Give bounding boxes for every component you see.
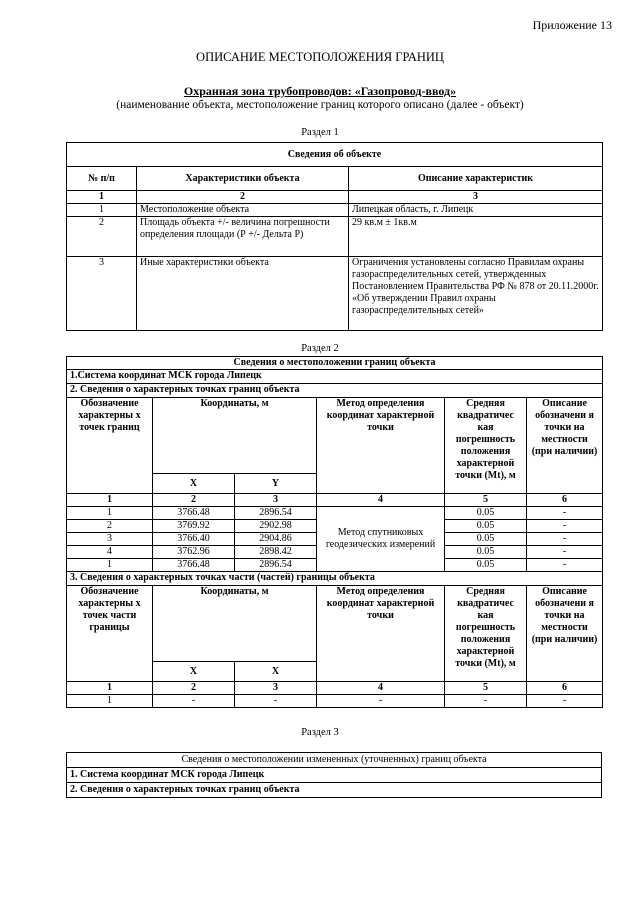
- point-number: 4: [67, 546, 153, 559]
- row-description: 29 кв.м ± 1кв.м: [349, 217, 603, 257]
- appendix-label: Приложение 13: [532, 18, 612, 32]
- point-method: -: [317, 695, 445, 708]
- col-header-coordinates: Координаты, м: [153, 398, 317, 474]
- col-header-number: № п/п: [67, 167, 137, 191]
- col-number: 4: [317, 682, 445, 695]
- col-number: 6: [527, 682, 603, 695]
- point-description: -: [527, 546, 603, 559]
- point-error: 0.05: [445, 520, 527, 533]
- boundary-coordinates-table: [66, 356, 603, 708]
- col-number: 1: [67, 682, 153, 695]
- point-x: 3766.40: [153, 533, 235, 546]
- col-header-description: Описание обозначени я точки на местности (при наличии): [527, 398, 603, 494]
- table-row: [67, 507, 603, 520]
- point-description: -: [527, 520, 603, 533]
- col-header-method: Метод определения координат характерной точки: [317, 398, 445, 494]
- point-x: 3766.48: [153, 507, 235, 520]
- col-number: 1: [67, 494, 153, 507]
- col-header-y: Y: [235, 474, 317, 494]
- col-number: 5: [445, 682, 527, 695]
- table-row: [67, 257, 603, 331]
- point-number: 2: [67, 520, 153, 533]
- row-characteristic: Площадь объекта +/- величина погрешности определения площади (Р +/- Дельта Р): [137, 217, 349, 257]
- point-y: 2902.98: [235, 520, 317, 533]
- coordinate-system: 1.Система координат МСК города Липецк: [67, 370, 603, 384]
- col-number: 3: [235, 682, 317, 695]
- point-y: 2896.54: [235, 559, 317, 572]
- object-note: (наименование объекта, местоположение границ которого описано (далее - объект): [116, 99, 524, 111]
- col-number: 2: [153, 494, 235, 507]
- col-number: 2: [153, 682, 235, 695]
- point-error: 0.05: [445, 533, 527, 546]
- point-y: 2896.54: [235, 507, 317, 520]
- points-heading: 2. Сведения о характерных точках границ объекта: [67, 384, 603, 398]
- table-row: [67, 204, 603, 217]
- changed-boundaries-table: [66, 752, 602, 798]
- col-header-x: X: [153, 474, 235, 494]
- col-header-x: X: [153, 662, 235, 682]
- row-number: 2: [67, 217, 137, 257]
- col-header-coordinates: Координаты, м: [153, 586, 317, 662]
- col-header-x: X: [235, 662, 317, 682]
- point-description: -: [527, 533, 603, 546]
- point-number: 1: [67, 507, 153, 520]
- point-description: -: [527, 695, 603, 708]
- object-info-table: [66, 142, 603, 331]
- row-description: Липецкая область, г. Липецк: [349, 204, 603, 217]
- section1-label: Раздел 1: [301, 127, 339, 138]
- point-error: 0.05: [445, 559, 527, 572]
- point-number: 1: [67, 695, 153, 708]
- col-header-error: Средняя квадратичес кая погрешность положения характерной точки (Mt), м: [445, 398, 527, 494]
- col-number: 1: [67, 191, 137, 204]
- table-row: [67, 695, 603, 708]
- points-heading: 2. Сведения о характерных точках границ объекта: [67, 783, 602, 798]
- point-x: 3766.48: [153, 559, 235, 572]
- col-header-method: Метод определения координат характерной точки: [317, 586, 445, 682]
- section2-heading: Сведения о местоположении границ объекта: [67, 357, 603, 370]
- point-error: 0.05: [445, 507, 527, 520]
- table-row: [67, 217, 603, 257]
- row-description: Ограничения установлены согласно Правилам охраны газораспределительных сетей, утвержденных Постановлением Правительства РФ № 878 от 20.11.2000г. «Об утверждении Правил охраны газораспределительных сетей»: [349, 257, 603, 331]
- col-header-characteristic: Характеристики объекта: [137, 167, 349, 191]
- point-error: 0.05: [445, 546, 527, 559]
- object-name: Охранная зона трубопроводов: «Газопровод-ввод»: [183, 84, 457, 98]
- col-number: 6: [527, 494, 603, 507]
- point-x: -: [153, 695, 235, 708]
- section1-heading: Сведения об объекте: [67, 143, 603, 167]
- col-header-error: Средняя квадратичес кая погрешность положения характерной точки (Mt), м: [445, 586, 527, 682]
- col-number: 5: [445, 494, 527, 507]
- col-number: 3: [349, 191, 603, 204]
- document-title: ОПИСАНИЕ МЕСТОПОЛОЖЕНИЯ ГРАНИЦ: [196, 50, 444, 64]
- coordinate-system: 1. Система координат МСК города Липецк: [67, 768, 602, 783]
- section2-label: Раздел 2: [301, 343, 339, 354]
- point-description: -: [527, 559, 603, 572]
- col-number: 4: [317, 494, 445, 507]
- row-characteristic: Местоположение объекта: [137, 204, 349, 217]
- row-characteristic: Иные характеристики объекта: [137, 257, 349, 331]
- col-header-description: Описание характеристик: [349, 167, 603, 191]
- col-number: 3: [235, 494, 317, 507]
- section3-heading: Сведения о местоположении измененных (уточненных) границ объекта: [67, 753, 602, 768]
- row-number: 1: [67, 204, 137, 217]
- point-number: 3: [67, 533, 153, 546]
- point-number: 1: [67, 559, 153, 572]
- col-header-point: Обозначение характерны х точек границ: [67, 398, 153, 494]
- row-number: 3: [67, 257, 137, 331]
- point-description: -: [527, 507, 603, 520]
- method-cell: Метод спутниковых геодезических измерений: [317, 507, 445, 572]
- col-header-part-point: Обозначение характерны х точек части границы: [67, 586, 153, 682]
- point-x: 3762.96: [153, 546, 235, 559]
- point-y: 2898.42: [235, 546, 317, 559]
- point-y: -: [235, 695, 317, 708]
- point-x: 3769.92: [153, 520, 235, 533]
- part-points-heading: 3. Сведения о характерных точках части (частей) границы объекта: [67, 572, 603, 586]
- col-number: 2: [137, 191, 349, 204]
- point-error: -: [445, 695, 527, 708]
- section3-label: Раздел 3: [301, 727, 339, 738]
- point-y: 2904.86: [235, 533, 317, 546]
- col-header-description: Описание обозначени я точки на местности (при наличии): [527, 586, 603, 682]
